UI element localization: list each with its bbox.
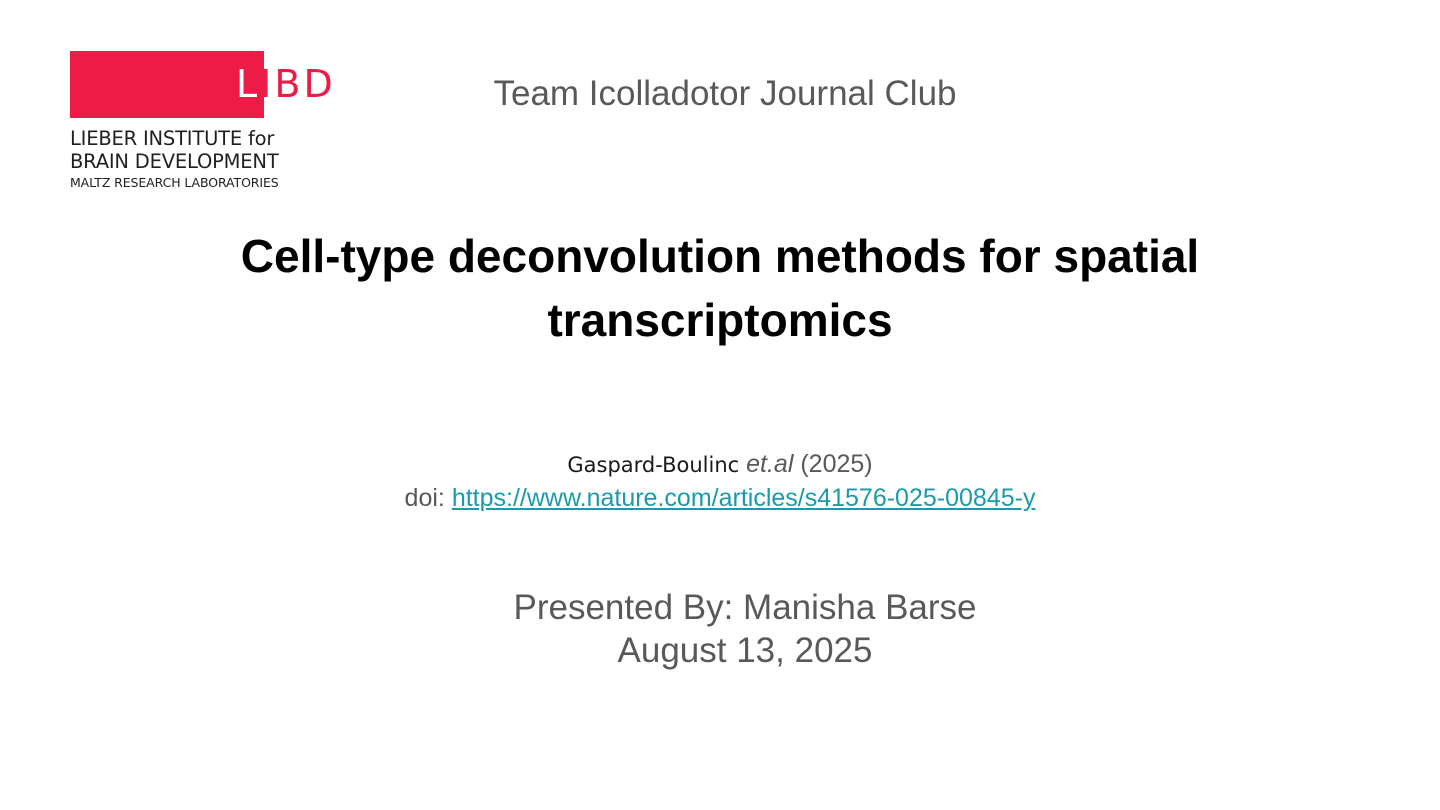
presentation-title-line-2: transcriptomics [547, 294, 893, 346]
citation-author: Gaspard-Boulinc [567, 453, 740, 477]
presenter-block [420, 586, 1070, 672]
logo-wordmark-rest: IBD [260, 62, 336, 106]
citation-doi-line [320, 482, 1120, 515]
journal-club-title: Team Icolladotor Journal Club [493, 74, 957, 113]
citation-etal: et.al [746, 450, 794, 478]
doi-link[interactable]: https://www.nature.com/articles/s41576-025-00845-y [451, 484, 1036, 512]
presentation-title [160, 224, 1280, 352]
presenter-name: Presented By: Manisha Barse [513, 588, 977, 627]
presentation-date: August 13, 2025 [617, 631, 873, 670]
logo-institute-line: LIEBER INSTITUTE for [70, 127, 275, 150]
presentation-title-line-1: Cell-type deconvolution methods for spatial [240, 230, 1200, 282]
logo-labs-line: MALTZ RESEARCH LABORATORIES [70, 175, 279, 190]
libd-logo [70, 51, 370, 196]
citation-author-line [320, 448, 1120, 482]
logo-wordmark-first: L [236, 62, 261, 106]
logo-red-block [70, 51, 264, 118]
citation-block [320, 448, 1120, 515]
doi-label: doi: [404, 484, 445, 512]
logo-wordmark [236, 62, 336, 106]
logo-development-line: BRAIN DEVELOPMENT [70, 150, 279, 173]
citation-year: (2025) [800, 450, 873, 478]
